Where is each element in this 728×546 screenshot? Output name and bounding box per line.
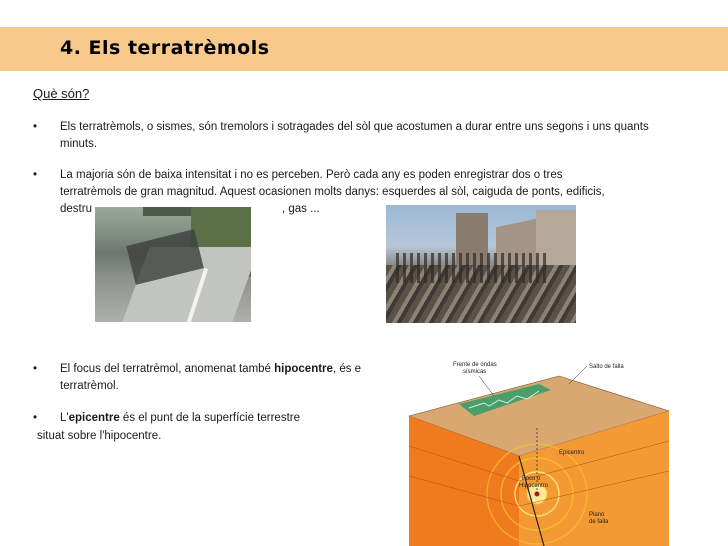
bullet-symbol: • [33, 412, 38, 424]
photo-element [396, 253, 546, 283]
bullet-text-pre: L' [60, 412, 69, 424]
label-focus-1: Foco o [522, 476, 541, 482]
title-bar [0, 27, 728, 71]
bullet-text-post: , és e [332, 363, 362, 375]
label-fault-plane-2: de falla [589, 519, 609, 525]
bullet-symbol: • [33, 169, 38, 181]
hypocenter-term: hipocentre [274, 363, 333, 375]
bullet-text [60, 361, 361, 395]
bullet-line-1: La majoria són de baixa intensitat i no es perceben. Però cada any es poden enregistrar dos o tres [60, 169, 563, 181]
section-heading: Què són? [33, 86, 90, 101]
earthquake-road-photo [95, 207, 251, 322]
bullet-text: Els terratrèmols, o sismes, són tremolors i sotragades del sòl que acostumen a durar entre uns segons i uns quants minuts. [60, 121, 649, 150]
bullet-line-3-end: , gas ... [281, 203, 320, 215]
leader-line [569, 366, 587, 384]
label-epicenter: Epicentro [559, 450, 585, 456]
leader-line [479, 376, 494, 396]
bullet-text [60, 410, 300, 427]
label-focus-2: Hipocentro [519, 483, 549, 489]
bullet-line-2: situat sobre l'hipocentre. [37, 430, 162, 442]
label-fault-plane-1: Plano [589, 512, 605, 518]
bullet-text-pre: El focus del terratrèmol, anomenat també [60, 363, 275, 375]
earthquake-fault-diagram [389, 356, 674, 546]
slide-title: 4. Els terratrèmols [60, 37, 270, 59]
bullet-symbol: • [33, 121, 38, 133]
label-wave-front-2: sísmicas [463, 369, 487, 375]
bullet-text-post: és el punt de la superfície terrestre [119, 412, 300, 424]
bullet-symbol: • [33, 363, 38, 375]
earthquake-rubble-photo [386, 205, 576, 323]
epicenter-term: epicentre [68, 412, 120, 424]
bullet-line-2: terratrèmols de gran magnitud. Aquest ocasionen molts danys: esquerdes al sòl, caiguda de ponts, edificis, [60, 186, 605, 198]
label-fault-jump: Salto de falla [589, 364, 624, 370]
bullet-line-3-start: destru [60, 203, 92, 215]
bullet-line-2: terratrèmol. [60, 380, 119, 392]
label-wave-front-1: Frente de ondas [453, 362, 497, 368]
